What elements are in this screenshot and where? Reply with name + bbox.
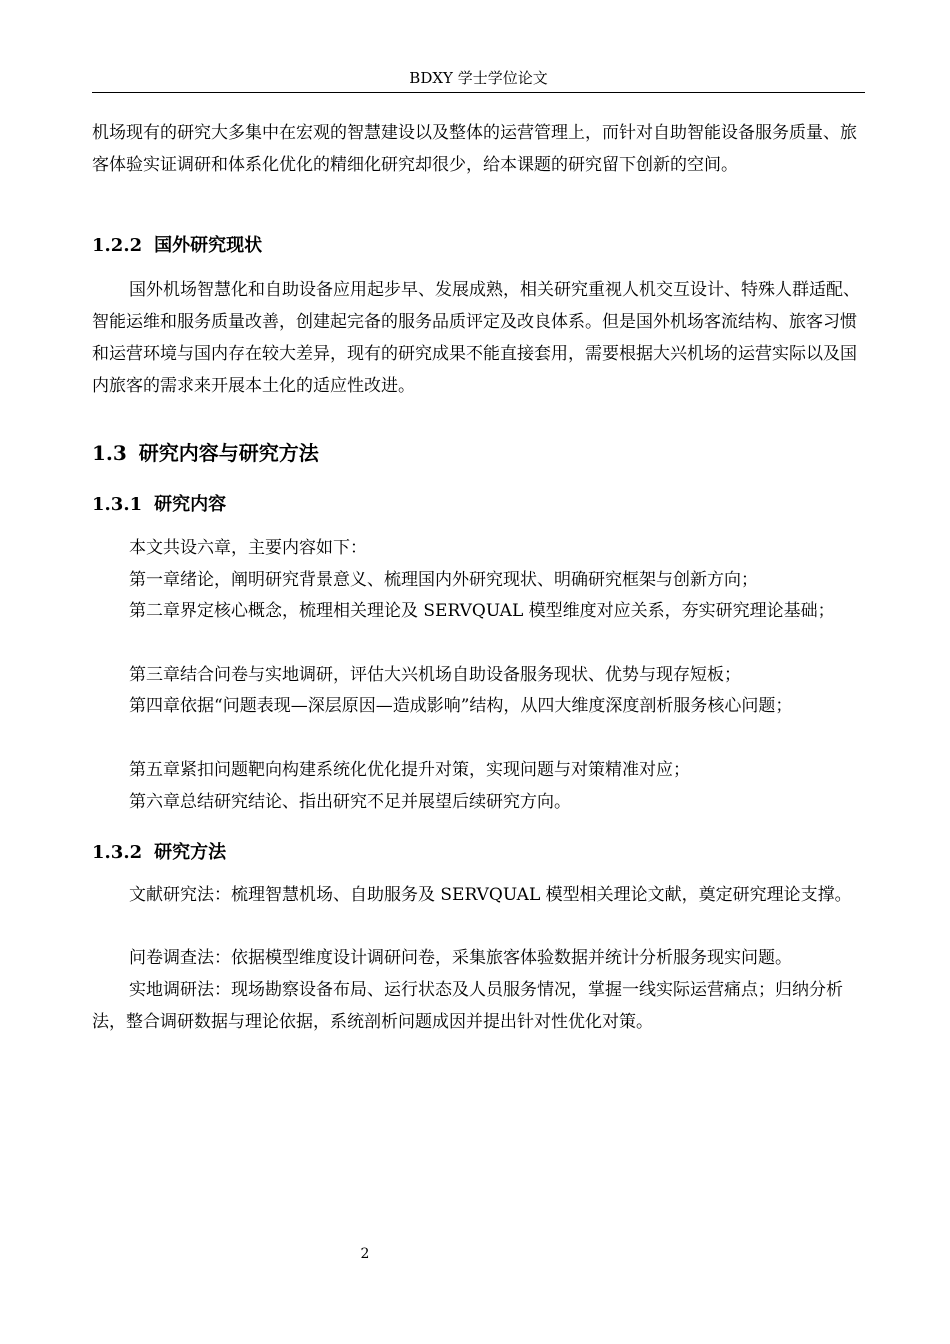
section-title: 研究内容 <box>154 494 227 515</box>
content-paragraph: 第三章结合问卷与实地调研，评估大兴机场自助设备服务现状、优势与现存短板； <box>129 665 741 685</box>
content-paragraph: 第二章界定核心概念，梳理相关理论及 SERVQUAL 模型维度对应关系，夯实研究理论基础； <box>129 601 835 621</box>
page-number: 2 <box>360 1246 370 1262</box>
section-title: 研究内容与研究方法 <box>138 441 319 465</box>
section-heading-1-2-2 <box>92 234 262 258</box>
content-paragraph: 第五章紧扣问题靶向构建系统化优化提升对策，实现问题与对策精准对应； <box>129 760 690 780</box>
method-paragraph: 文献研究法：梳理智慧机场、自助服务及 SERVQUAL 模型相关理论文献，奠定研究理论支撑。 <box>129 885 852 905</box>
header-rule <box>92 92 865 93</box>
section-heading-1-3 <box>92 440 319 466</box>
section-title: 研究方法 <box>154 842 227 863</box>
section-number: 1.2.2 <box>92 235 143 256</box>
section-heading-1-3-1 <box>92 493 226 517</box>
content-paragraph: 第六章总结研究结论、指出研究不足并展望后续研究方向。 <box>129 792 571 812</box>
running-header: BDXY 学士学位论文 <box>409 69 548 87</box>
method-paragraph: 问卷调查法：依据模型维度设计调研问卷，采集旅客体验数据并统计分析服务现实问题。 <box>129 948 792 968</box>
section-heading-1-3-2 <box>92 841 226 865</box>
content-paragraph: 本文共设六章，主要内容如下： <box>129 538 367 558</box>
content-paragraph: 第一章绪论，阐明研究背景意义、梳理国内外研究现状、明确研究框架与创新方向； <box>129 570 758 590</box>
intro-paragraph: 机场现有的研究大多集中在宏观的智慧建设以及整体的运营管理上，而针对自助智能设备服务质量、旅客体验实证调研和体系化优化的精细化研究却很少，给本课题的研究留下创新的空间。 <box>92 123 857 175</box>
foreign-research-paragraph: 国外机场智慧化和自助设备应用起步早、发展成熟，相关研究重视人机交互设计、特殊人群适配、智能运维和服务质量改善，创建起完备的服务品质评定及改良体系。但是国外机场客流结构、旅客习惯和运营环境与国内存在较大差异，现有的研究成果不能直接套用，需要根据大兴机场的运营实际以及国内旅客的需求来开展本土化的适应性改进。 <box>92 280 860 396</box>
section-number: 1.3.2 <box>92 842 143 863</box>
method-paragraph: 实地调研法：现场勘察设备布局、运行状态及人员服务情况，掌握一线实际运营痛点；归纳分析法，整合调研数据与理论依据，系统剖析问题成因并提出针对性优化对策。 <box>92 980 843 1032</box>
section-number: 1.3 <box>92 441 127 465</box>
section-number: 1.3.1 <box>92 494 143 515</box>
content-paragraph: 第四章依据“问题表现—深层原因—造成影响”结构，从四大维度深度剖析服务核心问题； <box>129 696 793 716</box>
section-title: 国外研究现状 <box>154 235 263 256</box>
